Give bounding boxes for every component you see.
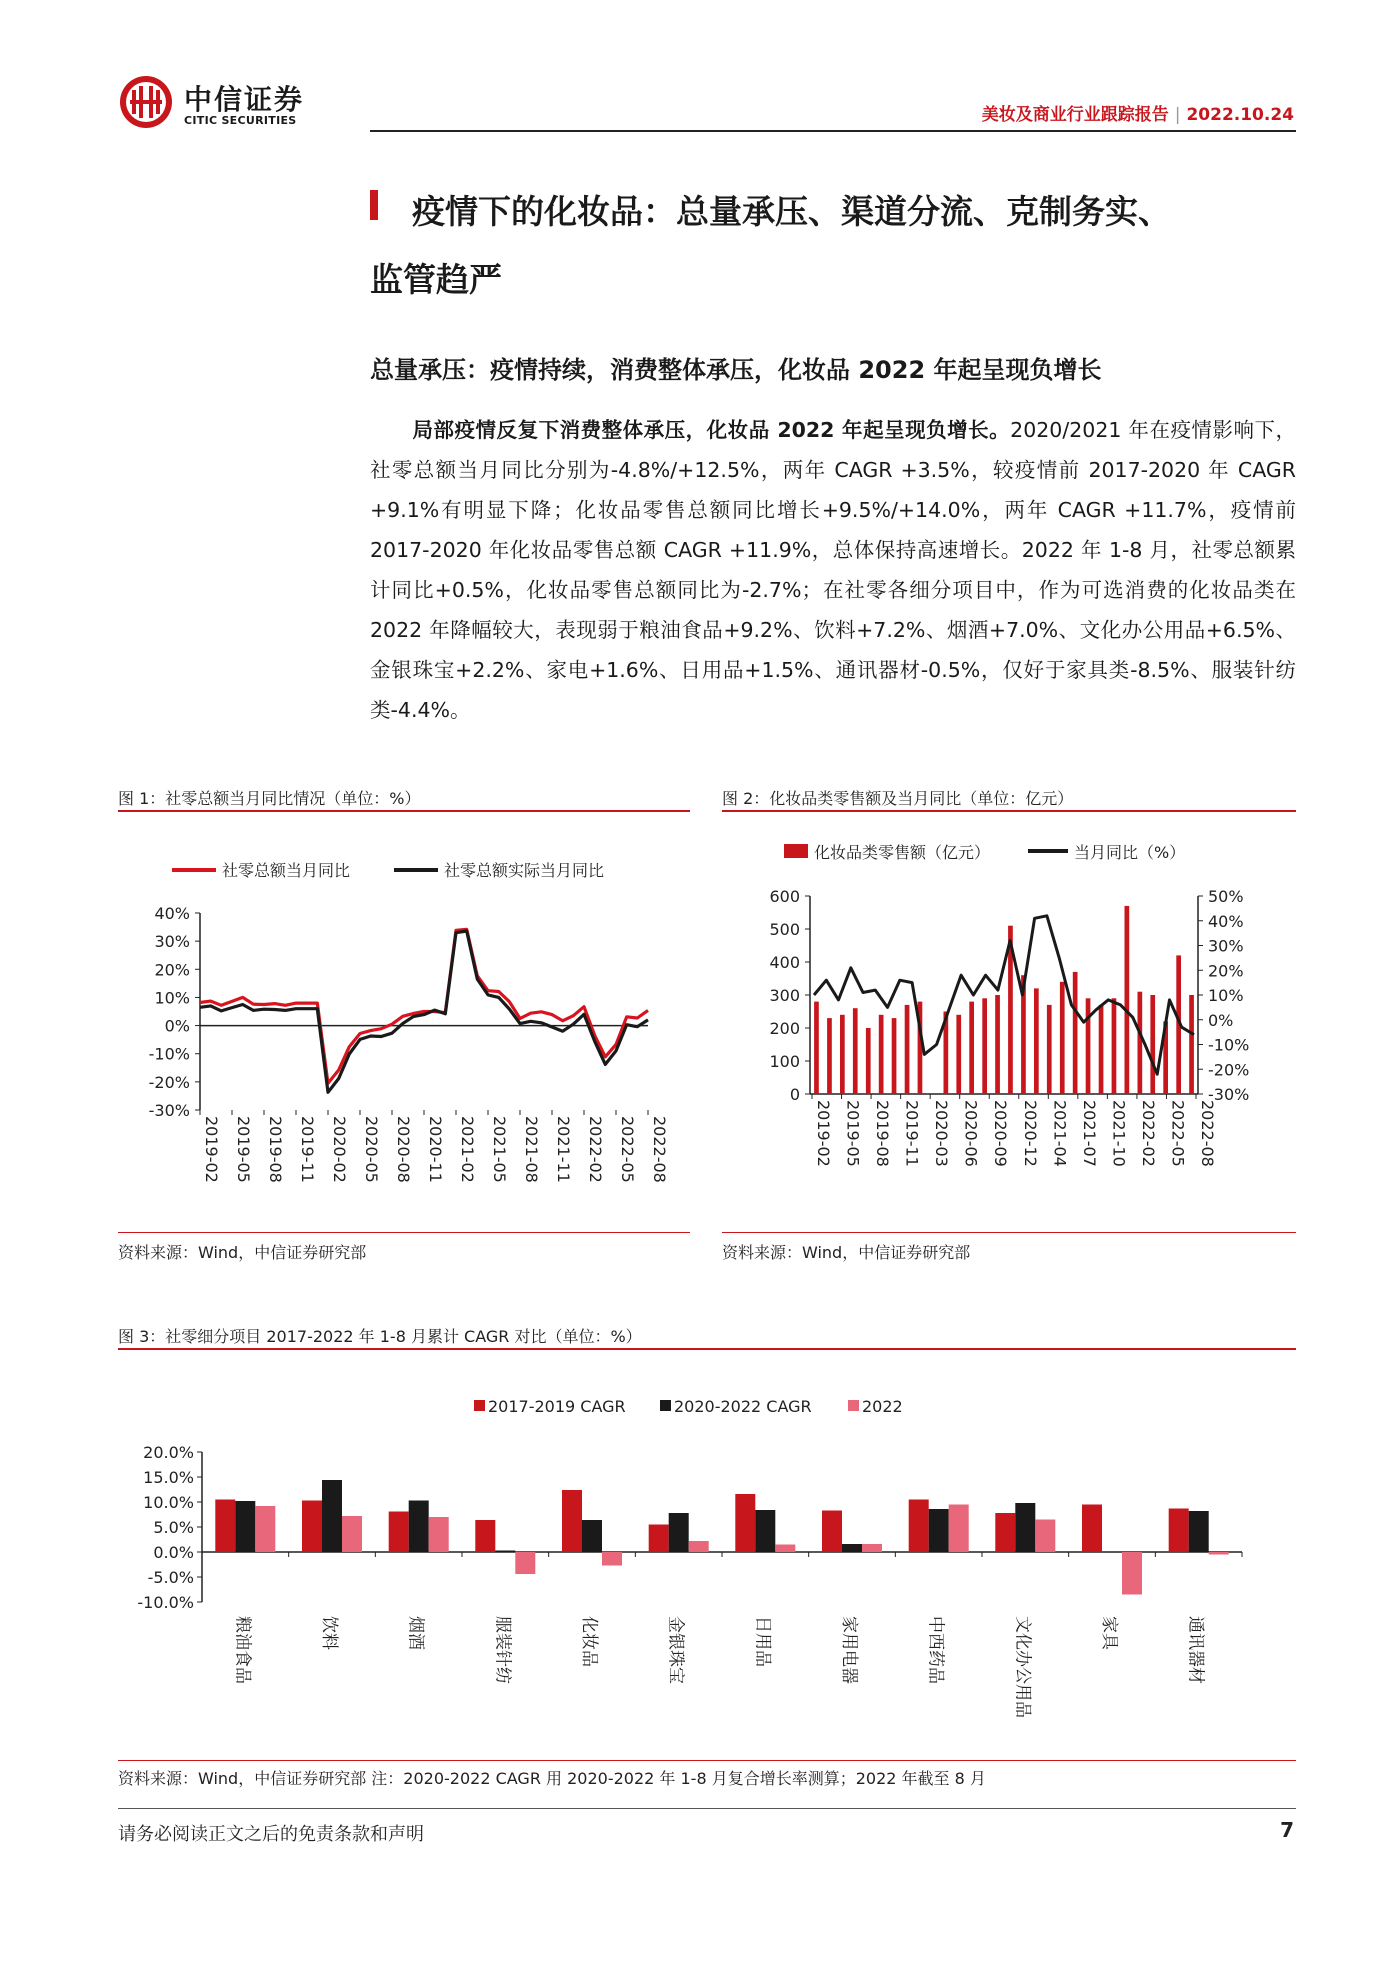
fig3-bar xyxy=(389,1512,409,1553)
fig1-y-tick-label: 30% xyxy=(154,932,190,952)
fig2-x-tick-label: 2019-05 xyxy=(843,1100,863,1167)
fig3-bar xyxy=(235,1501,255,1552)
fig2-caption: 图 2：化妆品类零售额及当月同比（单位：亿元） xyxy=(722,789,1074,808)
fig3-bar xyxy=(775,1545,795,1553)
fig2-x-tick-label: 2021-10 xyxy=(1109,1100,1129,1167)
fig2-left-tick-label: 0 xyxy=(789,1085,800,1104)
fig1-x-tick-label: 2021-02 xyxy=(458,1116,477,1183)
fig2-bar xyxy=(905,1005,910,1094)
fig2-legend-bar-swatch xyxy=(784,844,808,858)
fig3-y-tick-label: -10.0% xyxy=(137,1593,194,1612)
fig3-bar xyxy=(255,1506,275,1552)
fig2-x-tick-label: 2019-02 xyxy=(814,1100,833,1167)
fig2-right-tick-label: 50% xyxy=(1208,887,1244,906)
fig1-top-rule xyxy=(118,810,690,812)
fig2-left-tick-label: 200 xyxy=(769,1019,800,1038)
fig3-top-rule xyxy=(118,1348,1296,1350)
fig2-bar xyxy=(840,1015,845,1094)
fig2-right-tick-label: 20% xyxy=(1208,961,1244,981)
fig3-bar xyxy=(909,1500,929,1553)
fig2-bar xyxy=(1112,998,1117,1094)
fig3-bar xyxy=(342,1516,362,1552)
fig2-x-tick-label: 2020-03 xyxy=(932,1100,952,1167)
fig1-y-tick-label: -20% xyxy=(148,1072,190,1092)
fig1-bottom-rule xyxy=(118,1232,690,1233)
fig3-bar xyxy=(995,1513,1015,1552)
fig1-y-tick-label: 40% xyxy=(154,904,190,923)
fig3-legend-label: 2020-2022 CAGR xyxy=(674,1397,812,1416)
page-number: 7 xyxy=(1280,1818,1294,1842)
fig2-bar xyxy=(956,1015,961,1094)
fig1-x-tick-label: 2020-08 xyxy=(394,1116,413,1183)
fig2-x-tick-label: 2019-08 xyxy=(873,1100,893,1167)
fig2-bar xyxy=(1073,972,1078,1094)
fig3-bar xyxy=(322,1480,342,1552)
fig1-svg xyxy=(118,820,690,1230)
report-header xyxy=(982,100,1294,125)
fig2-bar xyxy=(879,1015,884,1094)
fig2-right-tick-label: 10% xyxy=(1208,986,1244,1005)
fig3-bar xyxy=(215,1500,235,1553)
fig3-source: 资料来源：Wind，中信证券研究部 注：2020-2022 CAGR 用 2020-2022 年 1-8 月复合增长率测算；2022 年截至 8 月 xyxy=(118,1769,986,1788)
fig2-bar xyxy=(1138,992,1143,1094)
fig1-y-tick-label: 0% xyxy=(164,1016,190,1036)
fig3-y-tick-label: 10.0% xyxy=(143,1493,194,1512)
header-divider xyxy=(370,130,1296,132)
logo-cn: 中信证券 xyxy=(184,83,305,116)
fig2-bar xyxy=(1125,906,1130,1094)
fig1-legend-label: 社零总额实际当月同比 xyxy=(444,861,605,880)
fig1-x-tick-label: 2021-11 xyxy=(554,1116,573,1183)
fig2-left-tick-label: 300 xyxy=(769,986,800,1005)
fig1-legend-label: 社零总额当月同比 xyxy=(222,861,351,880)
fig2-bar xyxy=(1189,995,1194,1094)
fig1-y-tick-label: 10% xyxy=(154,988,190,1008)
fig2-x-tick-label: 2020-06 xyxy=(961,1100,981,1167)
fig1-chart xyxy=(118,820,690,1230)
header-separator: | xyxy=(1174,105,1181,125)
fig1-x-tick-label: 2020-11 xyxy=(426,1116,445,1183)
fig3-category-label: 化妆品 xyxy=(579,1616,599,1667)
footer-disclaimer: 请务必阅读正文之后的免责条款和声明 xyxy=(118,1824,424,1845)
fig1-y-tick-label: -30% xyxy=(148,1101,190,1120)
fig2-right-tick-label: -20% xyxy=(1208,1060,1250,1080)
fig1-x-tick-label: 2020-05 xyxy=(362,1116,381,1183)
logo xyxy=(118,74,498,134)
fig2-left-tick-label: 600 xyxy=(769,887,800,906)
fig3-bar xyxy=(1189,1511,1209,1552)
fig2-legend-line-label: 当月同比（%） xyxy=(1074,843,1186,862)
fig1-x-tick-label: 2022-08 xyxy=(650,1116,669,1183)
fig3-bar xyxy=(1102,1552,1122,1553)
fig3-bar xyxy=(1035,1520,1055,1553)
fig3-bar xyxy=(1169,1509,1189,1553)
fig1-x-tick-label: 2022-02 xyxy=(586,1116,605,1183)
fig3-bar xyxy=(1082,1505,1102,1553)
fig1-x-tick-label: 2021-08 xyxy=(522,1116,541,1183)
fig3-y-tick-label: 0.0% xyxy=(153,1543,194,1562)
fig3-bar xyxy=(602,1552,622,1566)
fig3-legend-swatch xyxy=(474,1400,485,1411)
fig2-x-tick-label: 2019-11 xyxy=(902,1100,922,1167)
fig2-left-tick-label: 400 xyxy=(769,953,800,972)
fig3-category-label: 服装针纺 xyxy=(492,1616,513,1684)
fig2-x-tick-label: 2021-07 xyxy=(1079,1100,1099,1167)
fig3-bar xyxy=(649,1525,669,1553)
fig1-x-tick-label: 2019-05 xyxy=(234,1116,253,1183)
fig1-x-tick-label: 2019-08 xyxy=(266,1116,285,1183)
fig3-chart xyxy=(118,1358,1296,1758)
section-title-line2: 监管趋严 xyxy=(370,260,502,299)
fig3-bar xyxy=(735,1494,755,1552)
footer-divider xyxy=(118,1808,1296,1809)
fig2-yoy-line xyxy=(814,916,1194,1074)
fig3-category-label: 金银珠宝 xyxy=(665,1616,686,1684)
fig2-x-tick-label: 2022-08 xyxy=(1198,1100,1217,1167)
fig3-category-label: 日用品 xyxy=(752,1616,773,1667)
fig3-bar xyxy=(429,1517,449,1552)
fig3-y-tick-label: 20.0% xyxy=(143,1443,194,1462)
fig3-category-label: 粮油食品 xyxy=(232,1616,253,1684)
fig1-x-tick-label: 2019-11 xyxy=(298,1116,317,1183)
fig3-bar xyxy=(755,1510,775,1552)
fig2-bar xyxy=(1060,982,1065,1094)
fig3-legend-swatch xyxy=(848,1400,859,1411)
fig2-right-tick-label: -30% xyxy=(1208,1085,1250,1104)
sub-title: 总量承压：疫情持续，消费整体承压，化妆品 2022 年起呈现负增长 xyxy=(370,356,1102,384)
fig1-caption: 图 1：社零总额当月同比情况（单位：%） xyxy=(118,789,421,808)
fig3-bar xyxy=(562,1490,582,1552)
fig3-bar xyxy=(495,1551,515,1553)
fig2-x-tick-label: 2020-09 xyxy=(991,1100,1011,1167)
fig3-bar xyxy=(822,1511,842,1553)
para-lead: 局部疫情反复下消费整体承压，化妆品 2022 年起呈现负增长。 xyxy=(412,418,1011,442)
fig2-chart xyxy=(722,820,1296,1230)
fig1-x-tick-label: 2020-02 xyxy=(330,1116,349,1183)
fig1-x-tick-label: 2021-05 xyxy=(490,1116,509,1183)
body-paragraph xyxy=(370,410,1296,730)
fig3-category-label: 文化办公用品 xyxy=(1012,1616,1033,1718)
fig3-bar xyxy=(929,1509,949,1552)
fig2-x-tick-label: 2022-02 xyxy=(1138,1100,1158,1167)
fig3-y-tick-label: -5.0% xyxy=(147,1568,194,1587)
fig1-series-nominal-line xyxy=(200,929,648,1083)
fig3-bar xyxy=(1122,1552,1142,1595)
fig3-bar xyxy=(862,1544,882,1552)
fig3-category-label: 家具 xyxy=(1099,1616,1119,1650)
fig3-category-label: 中西药品 xyxy=(925,1616,946,1684)
citic-logo-icon xyxy=(118,74,174,130)
fig3-bar xyxy=(582,1520,602,1552)
fig3-category-label: 饮料 xyxy=(319,1616,339,1650)
fig3-bottom-rule xyxy=(118,1760,1296,1761)
fig3-bar xyxy=(409,1501,429,1553)
fig2-bar xyxy=(1086,998,1091,1094)
fig3-category-label: 家用电器 xyxy=(839,1616,859,1684)
fig2-right-tick-label: -10% xyxy=(1208,1035,1250,1055)
fig1-x-tick-label: 2019-02 xyxy=(202,1116,221,1183)
report-date: 2022.10.24 xyxy=(1186,105,1294,125)
fig3-svg xyxy=(118,1358,1296,1758)
fig2-legend-bar-label: 化妆品类零售额（亿元） xyxy=(814,843,991,862)
fig3-bar xyxy=(1209,1552,1229,1555)
fig2-bar xyxy=(982,998,987,1094)
fig3-legend-label: 2022 xyxy=(862,1397,903,1416)
fig2-bar xyxy=(814,1002,819,1094)
fig1-y-tick-label: 20% xyxy=(154,960,190,980)
fig2-svg xyxy=(722,820,1296,1230)
fig1-source: 资料来源：Wind，中信证券研究部 xyxy=(118,1243,367,1262)
para-body: 2020/2021 年在疫情影响下，社零总额当月同比分别为-4.8%/+12.5%，两年 CAGR +3.5%，较疫情前 2017-2020 年 CAGR +9.1%有明显下降；化妆品零售总额同比增长+9.5%/+14.0%，两年 CAGR +11.7%，疫情前 2017-2020 年化妆品零售总额 CAGR +11.9%，总体保持高速增长。2022 年 1-8 月，社零总额累计同比+0.5%，化妆品零售总额同比为-2.7%；在社零各细分项目中，作为可选消费的化妆品类在 2022 年降幅较大，表现弱于粮油食品+9.2%、饮料+7.2%、烟酒+7.0%、文化办公用品+6.5%、金银珠宝+2.2%、家电+1.6%、日用品+1.5%、通讯器材-0.5%，仅好于家具类-8.5%、服装针纺类-4.4%。 xyxy=(370,418,1297,722)
fig1-y-tick-label: -10% xyxy=(148,1044,190,1064)
fig2-x-tick-label: 2022-05 xyxy=(1168,1100,1188,1167)
fig2-bar xyxy=(1099,1005,1104,1094)
report-name: 美妆及商业行业跟踪报告 xyxy=(981,105,1169,125)
fig2-bar xyxy=(995,995,1000,1094)
fig2-top-rule xyxy=(722,810,1296,812)
fig3-bar xyxy=(842,1544,862,1552)
fig3-legend-label: 2017-2019 CAGR xyxy=(488,1397,626,1416)
section-title-line1: 疫情下的化妆品：总量承压、渠道分流、克制务实、 xyxy=(412,192,1171,231)
fig2-left-tick-label: 100 xyxy=(769,1052,800,1071)
fig2-right-tick-label: 0% xyxy=(1208,1010,1234,1030)
fig2-x-tick-label: 2021-04 xyxy=(1050,1100,1070,1167)
fig3-bar xyxy=(1015,1503,1035,1552)
fig2-bar xyxy=(853,1008,858,1094)
section-title xyxy=(370,178,1300,314)
fig1-x-tick-label: 2022-05 xyxy=(618,1116,637,1183)
fig2-bar xyxy=(1034,988,1039,1094)
fig2-source: 资料来源：Wind，中信证券研究部 xyxy=(722,1243,971,1262)
fig3-bar xyxy=(302,1501,322,1553)
fig3-category-label: 烟酒 xyxy=(405,1616,426,1650)
fig3-bar xyxy=(949,1505,969,1553)
fig3-bar xyxy=(689,1541,709,1552)
fig2-bar xyxy=(892,1018,897,1094)
fig2-bar xyxy=(827,1018,832,1094)
fig2-right-tick-label: 40% xyxy=(1208,911,1244,931)
fig3-y-tick-label: 15.0% xyxy=(143,1468,194,1487)
fig3-category-label: 通讯器材 xyxy=(1185,1616,1206,1684)
fig2-bar xyxy=(1047,1005,1052,1094)
fig3-bar xyxy=(515,1552,535,1574)
fig2-left-tick-label: 500 xyxy=(769,920,800,939)
fig3-legend-swatch xyxy=(660,1400,671,1411)
fig2-bar xyxy=(866,1028,871,1094)
fig2-bottom-rule xyxy=(722,1232,1296,1233)
fig2-bar xyxy=(969,1002,974,1094)
fig2-bar xyxy=(1150,995,1155,1094)
fig3-bar xyxy=(475,1520,495,1552)
logo-en: CITIC SECURITIES xyxy=(184,114,297,127)
fig2-x-tick-label: 2020-12 xyxy=(1020,1100,1040,1167)
fig3-caption: 图 3：社零细分项目 2017-2022 年 1-8 月累计 CAGR 对比（单位：%） xyxy=(118,1327,642,1346)
fig3-bar xyxy=(669,1513,689,1552)
fig3-y-tick-label: 5.0% xyxy=(153,1518,194,1537)
fig2-right-tick-label: 30% xyxy=(1208,936,1244,956)
